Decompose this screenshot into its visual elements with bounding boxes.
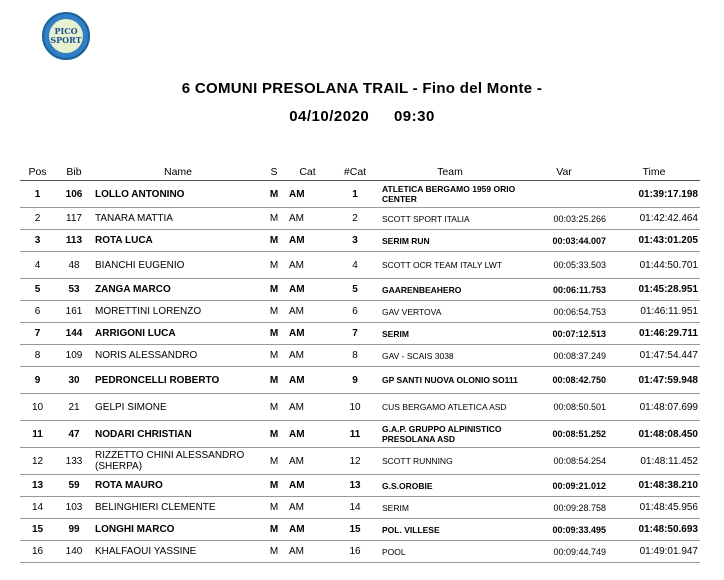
cell-team: SERIM RUN bbox=[380, 230, 520, 252]
cell-cat: AM bbox=[285, 394, 330, 421]
cell-ncat: 13 bbox=[330, 475, 380, 497]
event-title bbox=[0, 80, 724, 97]
cell-time: 01:44:50.701 bbox=[608, 252, 700, 279]
cell-pos: 5 bbox=[20, 279, 55, 301]
table-row bbox=[20, 279, 700, 301]
table-row bbox=[20, 345, 700, 367]
cell-ncat: 2 bbox=[330, 208, 380, 230]
table-row bbox=[20, 448, 700, 475]
table-row bbox=[20, 421, 700, 448]
cell-name: KHALFAOUI YASSINE bbox=[93, 541, 263, 563]
cell-var: 00:06:54.753 bbox=[520, 301, 608, 323]
cell-team: GAARENBEAHERO bbox=[380, 279, 520, 301]
table-row bbox=[20, 497, 700, 519]
cell-sex: M bbox=[263, 475, 285, 497]
cell-pos: 13 bbox=[20, 475, 55, 497]
table-row bbox=[20, 230, 700, 252]
cell-team: POL. VILLESE bbox=[380, 519, 520, 541]
cell-name: BIANCHI EUGENIO bbox=[93, 252, 263, 279]
cell-cat: AM bbox=[285, 475, 330, 497]
cell-name: LOLLO ANTONINO bbox=[93, 181, 263, 208]
cell-bib: 113 bbox=[55, 230, 93, 252]
cell-name: RIZZETTO CHINI ALESSANDRO (SHERPA) bbox=[93, 448, 263, 475]
cell-cat: AM bbox=[285, 301, 330, 323]
results-table bbox=[20, 163, 700, 563]
cell-cat: AM bbox=[285, 448, 330, 475]
cell-ncat: 15 bbox=[330, 519, 380, 541]
cell-name: NODARI CHRISTIAN bbox=[93, 421, 263, 448]
cell-time: 01:49:01.947 bbox=[608, 541, 700, 563]
cell-cat: AM bbox=[285, 323, 330, 345]
table-row bbox=[20, 252, 700, 279]
cell-sex: M bbox=[263, 301, 285, 323]
cell-sex: M bbox=[263, 208, 285, 230]
cell-sex: M bbox=[263, 230, 285, 252]
col-header-name: Name bbox=[93, 163, 263, 181]
logo-text-line1: PICO bbox=[54, 26, 78, 36]
cell-ncat: 14 bbox=[330, 497, 380, 519]
cell-time: 01:46:11.951 bbox=[608, 301, 700, 323]
cell-time: 01:47:54.447 bbox=[608, 345, 700, 367]
cell-name: ARRIGONI LUCA bbox=[93, 323, 263, 345]
cell-var: 00:09:28.758 bbox=[520, 497, 608, 519]
cell-name: ROTA MAURO bbox=[93, 475, 263, 497]
cell-var: 00:08:37.249 bbox=[520, 345, 608, 367]
cell-time: 01:48:38.210 bbox=[608, 475, 700, 497]
event-datetime bbox=[0, 108, 724, 125]
event-start-time: 09:30 bbox=[393, 108, 435, 125]
cell-ncat: 10 bbox=[330, 394, 380, 421]
col-header-cat: Cat bbox=[285, 163, 330, 181]
cell-bib: 99 bbox=[55, 519, 93, 541]
cell-name: ZANGA MARCO bbox=[93, 279, 263, 301]
cell-ncat: 1 bbox=[330, 181, 380, 208]
cell-var: 00:09:21.012 bbox=[520, 475, 608, 497]
cell-pos: 3 bbox=[20, 230, 55, 252]
cell-cat: AM bbox=[285, 345, 330, 367]
cell-pos: 8 bbox=[20, 345, 55, 367]
cell-ncat: 16 bbox=[330, 541, 380, 563]
cell-time: 01:45:28.951 bbox=[608, 279, 700, 301]
cell-pos: 15 bbox=[20, 519, 55, 541]
cell-team: SCOTT RUNNING bbox=[380, 448, 520, 475]
cell-time: 01:46:29.711 bbox=[608, 323, 700, 345]
cell-name: ROTA LUCA bbox=[93, 230, 263, 252]
cell-cat: AM bbox=[285, 367, 330, 394]
cell-team: G.A.P. GRUPPO ALPINISTICO PRESOLANA ASD bbox=[380, 421, 520, 448]
cell-ncat: 5 bbox=[330, 279, 380, 301]
cell-time: 01:43:01.205 bbox=[608, 230, 700, 252]
cell-pos: 12 bbox=[20, 448, 55, 475]
cell-var: 00:08:51.252 bbox=[520, 421, 608, 448]
cell-ncat: 8 bbox=[330, 345, 380, 367]
cell-bib: 47 bbox=[55, 421, 93, 448]
cell-bib: 48 bbox=[55, 252, 93, 279]
cell-cat: AM bbox=[285, 279, 330, 301]
cell-sex: M bbox=[263, 394, 285, 421]
cell-pos: 10 bbox=[20, 394, 55, 421]
cell-team: SERIM bbox=[380, 323, 520, 345]
cell-sex: M bbox=[263, 421, 285, 448]
cell-name: TANARA MATTIA bbox=[93, 208, 263, 230]
col-header-ncat: #Cat bbox=[330, 163, 380, 181]
cell-var: 00:09:33.495 bbox=[520, 519, 608, 541]
table-row bbox=[20, 519, 700, 541]
cell-ncat: 4 bbox=[330, 252, 380, 279]
cell-var: 00:09:44.749 bbox=[520, 541, 608, 563]
col-header-sex: S bbox=[263, 163, 285, 181]
cell-cat: AM bbox=[285, 421, 330, 448]
cell-ncat: 9 bbox=[330, 367, 380, 394]
cell-bib: 53 bbox=[55, 279, 93, 301]
col-header-time: Time bbox=[608, 163, 700, 181]
cell-team: SCOTT SPORT ITALIA bbox=[380, 208, 520, 230]
cell-bib: 144 bbox=[55, 323, 93, 345]
cell-bib: 140 bbox=[55, 541, 93, 563]
cell-bib: 109 bbox=[55, 345, 93, 367]
cell-pos: 11 bbox=[20, 421, 55, 448]
cell-ncat: 12 bbox=[330, 448, 380, 475]
cell-team: GAV - SCAIS 3038 bbox=[380, 345, 520, 367]
event-date: 04/10/2020 bbox=[289, 108, 370, 125]
cell-pos: 14 bbox=[20, 497, 55, 519]
cell-team: CUS BERGAMO ATLETICA ASD bbox=[380, 394, 520, 421]
pico-sport-logo bbox=[42, 12, 90, 60]
table-row bbox=[20, 394, 700, 421]
cell-name: MORETTINI LORENZO bbox=[93, 301, 263, 323]
cell-var: 00:08:42.750 bbox=[520, 367, 608, 394]
cell-cat: AM bbox=[285, 497, 330, 519]
event-location: - Fino del Monte - bbox=[412, 80, 543, 97]
cell-sex: M bbox=[263, 279, 285, 301]
cell-time: 01:48:08.450 bbox=[608, 421, 700, 448]
cell-sex: M bbox=[263, 323, 285, 345]
cell-time: 01:48:50.693 bbox=[608, 519, 700, 541]
table-row bbox=[20, 208, 700, 230]
cell-sex: M bbox=[263, 519, 285, 541]
table-row bbox=[20, 301, 700, 323]
cell-var: 00:08:54.254 bbox=[520, 448, 608, 475]
col-header-var: Var bbox=[520, 163, 608, 181]
cell-cat: AM bbox=[285, 519, 330, 541]
cell-bib: 21 bbox=[55, 394, 93, 421]
cell-name: BELINGHIERI CLEMENTE bbox=[93, 497, 263, 519]
cell-var: 00:08:50.501 bbox=[520, 394, 608, 421]
cell-bib: 106 bbox=[55, 181, 93, 208]
cell-team: GP SANTI NUOVA OLONIO SO111 bbox=[380, 367, 520, 394]
cell-team: SERIM bbox=[380, 497, 520, 519]
col-header-team: Team bbox=[380, 163, 520, 181]
cell-time: 01:39:17.198 bbox=[608, 181, 700, 208]
cell-ncat: 7 bbox=[330, 323, 380, 345]
cell-sex: M bbox=[263, 345, 285, 367]
cell-time: 01:48:07.699 bbox=[608, 394, 700, 421]
cell-bib: 117 bbox=[55, 208, 93, 230]
cell-sex: M bbox=[263, 252, 285, 279]
cell-time: 01:48:11.452 bbox=[608, 448, 700, 475]
col-header-pos: Pos bbox=[20, 163, 55, 181]
cell-team: SCOTT OCR TEAM ITALY LWT bbox=[380, 252, 520, 279]
table-header-row bbox=[20, 163, 700, 181]
cell-cat: AM bbox=[285, 252, 330, 279]
cell-pos: 9 bbox=[20, 367, 55, 394]
cell-name: LONGHI MARCO bbox=[93, 519, 263, 541]
cell-pos: 2 bbox=[20, 208, 55, 230]
cell-name: PEDRONCELLI ROBERTO bbox=[93, 367, 263, 394]
cell-ncat: 6 bbox=[330, 301, 380, 323]
cell-bib: 59 bbox=[55, 475, 93, 497]
cell-pos: 6 bbox=[20, 301, 55, 323]
cell-cat: AM bbox=[285, 181, 330, 208]
cell-sex: M bbox=[263, 541, 285, 563]
cell-ncat: 11 bbox=[330, 421, 380, 448]
table-row bbox=[20, 367, 700, 394]
cell-var: 00:03:25.266 bbox=[520, 208, 608, 230]
cell-sex: M bbox=[263, 181, 285, 208]
logo-text-line2: SPORT bbox=[50, 35, 82, 45]
cell-bib: 103 bbox=[55, 497, 93, 519]
cell-cat: AM bbox=[285, 541, 330, 563]
col-header-bib: Bib bbox=[55, 163, 93, 181]
cell-sex: M bbox=[263, 448, 285, 475]
cell-team: G.S.OROBIE bbox=[380, 475, 520, 497]
cell-sex: M bbox=[263, 497, 285, 519]
cell-team: POOL bbox=[380, 541, 520, 563]
cell-var: 00:05:33.503 bbox=[520, 252, 608, 279]
event-name: 6 COMUNI PRESOLANA TRAIL bbox=[181, 80, 409, 97]
cell-var: 00:07:12.513 bbox=[520, 323, 608, 345]
cell-team: ATLETICA BERGAMO 1959 ORIO CENTER bbox=[380, 181, 520, 208]
cell-time: 01:47:59.948 bbox=[608, 367, 700, 394]
cell-pos: 16 bbox=[20, 541, 55, 563]
cell-pos: 7 bbox=[20, 323, 55, 345]
cell-team: GAV VERTOVA bbox=[380, 301, 520, 323]
cell-sex: M bbox=[263, 367, 285, 394]
cell-var bbox=[520, 181, 608, 208]
cell-name: NORIS ALESSANDRO bbox=[93, 345, 263, 367]
cell-ncat: 3 bbox=[330, 230, 380, 252]
cell-bib: 161 bbox=[55, 301, 93, 323]
cell-time: 01:42:42.464 bbox=[608, 208, 700, 230]
cell-time: 01:48:45.956 bbox=[608, 497, 700, 519]
cell-pos: 1 bbox=[20, 181, 55, 208]
cell-bib: 133 bbox=[55, 448, 93, 475]
cell-name: GELPI SIMONE bbox=[93, 394, 263, 421]
cell-pos: 4 bbox=[20, 252, 55, 279]
cell-cat: AM bbox=[285, 230, 330, 252]
cell-var: 00:06:11.753 bbox=[520, 279, 608, 301]
table-row bbox=[20, 323, 700, 345]
cell-var: 00:03:44.007 bbox=[520, 230, 608, 252]
table-row bbox=[20, 541, 700, 563]
cell-bib: 30 bbox=[55, 367, 93, 394]
cell-cat: AM bbox=[285, 208, 330, 230]
table-row bbox=[20, 475, 700, 497]
table-row bbox=[20, 181, 700, 208]
